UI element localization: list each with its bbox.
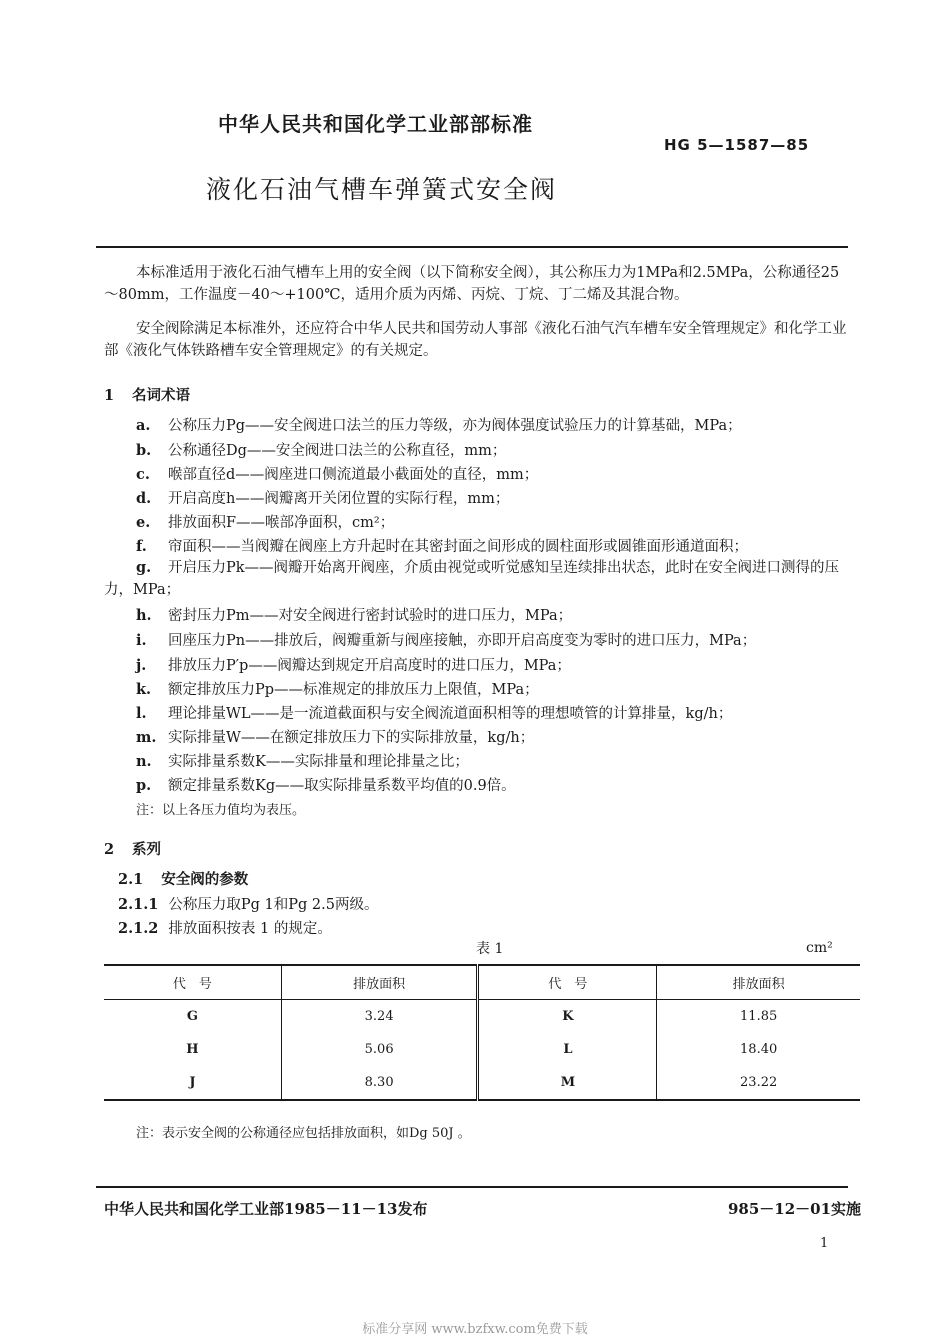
term-d (104, 487, 509, 508)
table-header-cell: 排放面积 (657, 965, 860, 1000)
implementation-date: 985－12－01实施 (728, 1200, 862, 1218)
term-text: 公称压力Pg——安全阀进口法兰的压力等级，亦为阀体强度试验压力的计算基础，MPa； (168, 418, 742, 434)
table-cell: J (104, 1066, 281, 1100)
table-row (104, 1066, 860, 1100)
term-text: 实际排量W——在额定排放压力下的实际排放量，kg/h； (168, 730, 535, 746)
term-letter: l. (136, 705, 147, 722)
term-letter: b. (136, 442, 152, 459)
subsection-title: 安全阀的参数 (161, 871, 249, 888)
issue-date: 中华人民共和国化学工业部1985－11－13发布 (104, 1200, 428, 1218)
section-1-title: 名词术语 (132, 387, 190, 404)
term-text: 实际排量系数K——实际排量和理论排量之比； (168, 754, 469, 770)
term-letter: h. (136, 607, 152, 624)
term-text: 开启高度h——阀瓣离开关闭位置的实际行程，mm； (168, 491, 510, 507)
term-text: 回座压力Pn——排放后，阀瓣重新与阀座接触，亦即开启高度变为零时的进口压力，MPa； (168, 633, 757, 649)
subsection-2-1 (118, 868, 248, 889)
term-g (104, 557, 848, 601)
standard-code: HG 5—1587—85 (664, 136, 810, 154)
table-row (104, 1033, 860, 1066)
section-2-heading (104, 838, 161, 859)
section-2-number: 2 (104, 841, 115, 858)
issuer-heading: 中华人民共和国化学工业部部标准 (218, 112, 533, 136)
clause-number: 2.1.2 (118, 920, 159, 937)
term-letter: f. (136, 538, 147, 555)
watermark-text: 标准分享网 www.bzfxw.com免费下载 (362, 1322, 588, 1337)
intro-paragraph-1: 本标准适用于液化石油气槽车上用的安全阀（以下简称安全阀），其公称压力为1MPa和2.5MPa，公称通径25～80mm，工作温度－40～+100℃，适用介质为丙烯、丙烷、丁烷、丁二烯及其混合物。 (104, 265, 840, 303)
section-2-title: 系列 (132, 841, 161, 858)
table-row (104, 1000, 860, 1034)
table-cell: 3.24 (281, 1000, 478, 1034)
term-j (104, 654, 571, 675)
section-1-note: 注：以上各压力值均为表压。 (136, 803, 306, 818)
table-header-cell: 代 号 (104, 965, 281, 1000)
header-rule (96, 246, 848, 248)
clause-number: 2.1.1 (118, 896, 159, 913)
term-i (104, 629, 756, 650)
document-title: 液化石油气槽车弹簧式安全阀 (206, 175, 558, 204)
table-cell: H (186, 1042, 199, 1057)
table-header-cell: 代 号 (478, 965, 657, 1000)
term-k (104, 678, 539, 699)
term-letter: m. (136, 729, 157, 746)
term-c (104, 463, 538, 484)
term-text: 喉部直径d——阀座进口侧流道最小截面处的直径，mm； (168, 467, 539, 483)
term-m (104, 726, 534, 747)
section-1-heading (104, 384, 190, 405)
clause-2-1-2 (118, 917, 332, 938)
intro-paragraph-2: 安全阀除满足本标准外，还应符合中华人民共和国劳动人事部《液化石油气汽车槽车安全管理规定》和化学工业部《液化气体铁路槽车安全管理规定》的有关规定。 (104, 321, 847, 359)
term-e (104, 511, 394, 532)
table-cell: 11.85 (657, 1000, 860, 1034)
footer-rule (96, 1186, 848, 1188)
table-cell: 5.06 (281, 1033, 478, 1066)
table-caption: 表 1 (476, 941, 504, 957)
term-a (104, 414, 742, 435)
term-letter: j. (136, 657, 147, 674)
term-letter: i. (136, 632, 147, 649)
term-text: 理论排量WL——是一流道截面积与安全阀流道面积相等的理想喷管的计算排量，kg/h； (168, 706, 733, 722)
term-text: 额定排量系数Kg——取实际排量系数平均值的0.9倍。 (168, 778, 516, 794)
term-l (104, 702, 732, 723)
term-text: 开启压力Pk——阀瓣开始离开阀座，介质由视觉或听觉感知呈连续排出状态，此时在安全阀进口测得的压力，MPa； (104, 560, 840, 598)
table-cell: 18.40 (657, 1033, 860, 1066)
term-letter: a. (136, 417, 151, 434)
term-p (104, 774, 516, 795)
term-letter: g. (136, 559, 152, 576)
page-number: 1 (820, 1236, 829, 1251)
term-letter: e. (136, 514, 151, 531)
term-letter: p. (136, 777, 152, 794)
term-letter: d. (136, 490, 152, 507)
table-cell: 23.22 (657, 1066, 860, 1100)
clause-text: 排放面积按表 1 的规定。 (168, 921, 332, 937)
term-n (104, 750, 469, 771)
table-header-row (104, 965, 860, 1000)
table-cell: 8.30 (281, 1066, 478, 1100)
term-b (104, 439, 506, 460)
table-header-cell: 排放面积 (281, 965, 478, 1000)
clause-2-1-1 (118, 893, 378, 914)
term-text: 排放压力P′p——阀瓣达到规定开启高度时的进口压力，MPa； (168, 658, 571, 674)
term-letter: c. (136, 466, 150, 483)
table-note: 注：表示安全阀的公称通径应包括排放面积，如Dg 50J 。 (136, 1126, 471, 1141)
subsection-number: 2.1 (118, 871, 144, 888)
term-letter: k. (136, 681, 152, 698)
term-f (104, 535, 748, 556)
table-cell: K (478, 1000, 657, 1034)
term-letter: n. (136, 753, 152, 770)
discharge-area-table (104, 964, 860, 1101)
term-text: 公称通径Dg——安全阀进口法兰的公称直径，mm； (168, 443, 507, 459)
table-unit: cm² (806, 940, 833, 956)
term-h (104, 604, 572, 625)
term-text: 密封压力Pm——对安全阀进行密封试验时的进口压力，MPa； (168, 608, 573, 624)
section-1-number: 1 (104, 387, 115, 404)
table-cell: G (186, 1009, 198, 1024)
table-cell: L (478, 1033, 657, 1066)
clause-text: 公称压力取Pg 1和Pg 2.5两级。 (168, 897, 379, 913)
term-text: 帘面积——当阀瓣在阀座上方升起时在其密封面之间形成的圆柱面形或圆锥面形通道面积； (168, 539, 748, 555)
table-cell: M (478, 1066, 657, 1100)
term-text: 额定排放压力Pp——标准规定的排放压力上限值，MPa； (168, 682, 539, 698)
term-text: 排放面积F——喉部净面积，cm²； (168, 515, 395, 531)
